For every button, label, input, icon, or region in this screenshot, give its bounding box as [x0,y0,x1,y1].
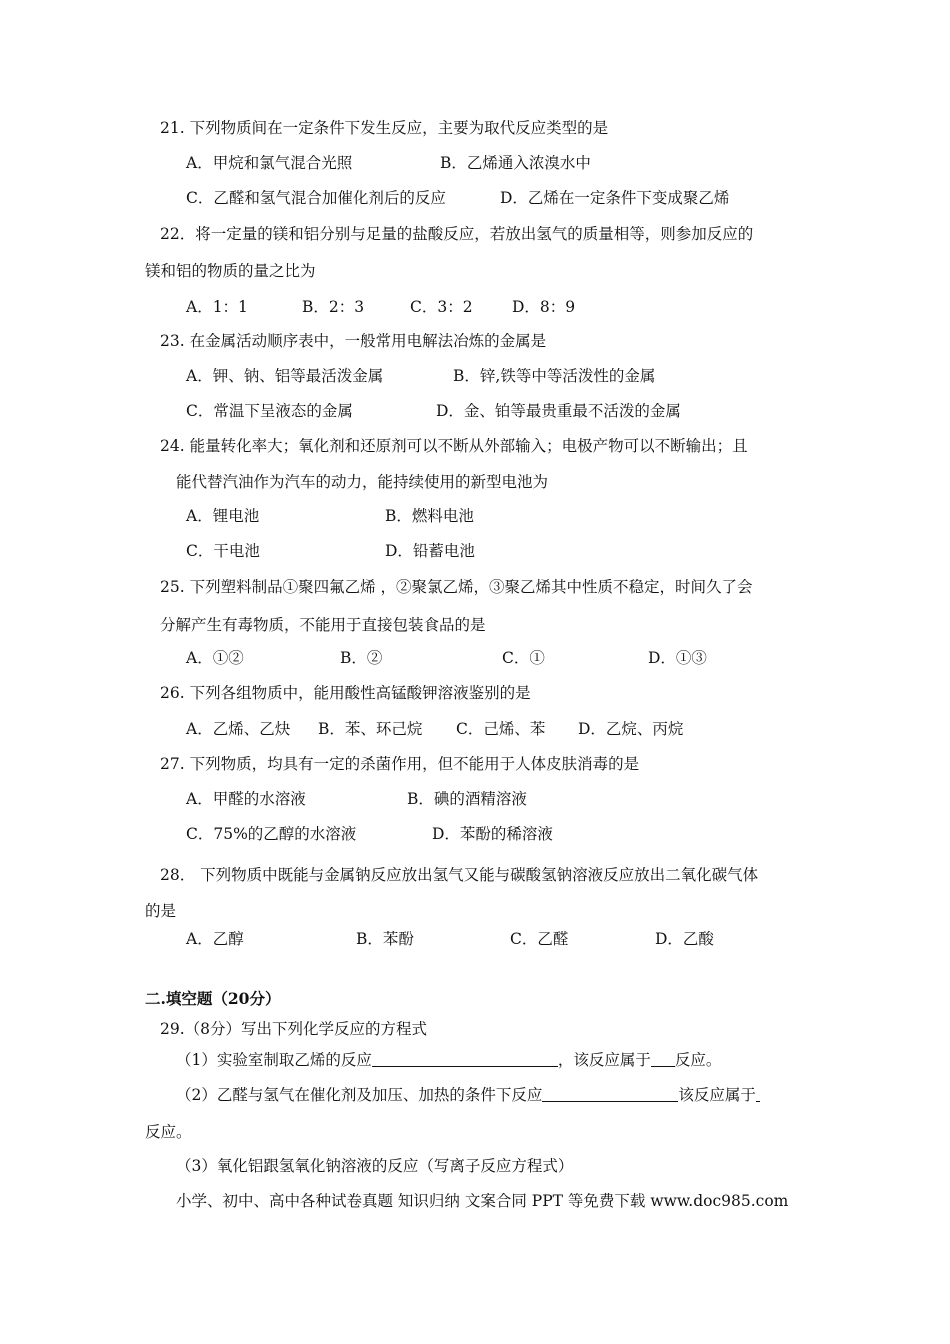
q29-part2-answer-blank[interactable] [542,1085,678,1102]
section-heading-fill-in: 二.填空题（20分） [145,989,281,1008]
q27-option-b: B．碘的酒精溶液 [407,790,527,808]
q21-option-a: A．甲烷和氯气混合光照 [186,154,353,172]
q22-option-b: B．2：3 [302,298,365,316]
q25-stem-line1: 25. 下列塑料制品①聚四氟乙烯 ，②聚氯乙烯，③聚乙烯其中性质不稳定，时间久了会 [160,578,753,596]
q29-part2-suffix: 该反应属于 [678,1086,756,1104]
q28-option-a: A．乙醇 [186,930,244,948]
q25-option-d: D．①③ [648,649,707,667]
q27-option-d: D．苯酚的稀溶液 [432,825,553,843]
q28-option-b: B．苯酚 [356,930,414,948]
q26-option-c: C．己烯、苯 [456,720,546,738]
q21-stem: 21. 下列物质间在一定条件下发生反应，主要为取代反应类型的是 [160,119,609,137]
q22-option-c: C．3：2 [410,298,473,316]
q21-option-d: D．乙烯在一定条件下变成聚乙烯 [500,189,730,207]
q24-option-a: A．锂电池 [186,507,260,525]
q29-part1-answer-blank[interactable] [372,1050,558,1067]
q26-option-a: A．乙烯、乙炔 [186,720,291,738]
q26-option-d: D．乙烷、丙烷 [578,720,684,738]
q24-option-d: D．铅蓄电池 [385,542,475,560]
q27-stem: 27. 下列物质，均具有一定的杀菌作用，但不能用于人体皮肤消毒的是 [160,755,640,773]
q25-option-c: C．① [502,649,545,667]
q25-option-b: B．② [340,649,383,667]
q29-part2-prefix: （2）乙醛与氢气在催化剂及加压、加热的条件下反应 [176,1086,543,1104]
q27-option-c: C．75%的乙醇的水溶液 [186,825,357,843]
q28-option-c: C．乙醛 [510,930,569,948]
q23-option-b: B．锌,铁等中等活泼性的金属 [453,367,656,385]
q29-part2-line2: 反应。 [145,1123,192,1141]
q28-stem-line2: 的是 [145,902,177,920]
q29-stem: 29.（8分）写出下列化学反应的方程式 [160,1020,428,1038]
q22-stem-line2: 镁和铝的物质的量之比为 [145,262,316,280]
q28-option-d: D．乙酸 [655,930,714,948]
q23-option-a: A．钾、钠、铝等最活泼金属 [186,367,384,385]
q29-part1 [176,1050,721,1070]
q29-part1-mid: ，该反应属于 [557,1051,651,1069]
q25-option-a: A．①② [186,649,244,667]
q22-stem-line1: 22．将一定量的镁和铝分别与足量的盐酸反应，若放出氢气的质量相等，则参加反应的 [160,225,754,243]
q23-option-c: C．常温下呈液态的金属 [186,402,353,420]
q29-part2-type-blank[interactable] [756,1085,760,1102]
q29-part2 [176,1085,760,1105]
q24-stem-line1: 24. 能量转化率大；氧化剂和还原剂可以不断从外部输入；电极产物可以不断输出；且 [160,437,748,455]
q27-option-a: A．甲醛的水溶液 [186,790,306,808]
footer-text: 小学、初中、高中各种试卷真题 知识归纳 文案合同 PPT 等免费下载 www.doc985.com [176,1192,789,1210]
q22-option-a: A．1：1 [186,298,248,316]
q26-option-b: B．苯、环己烷 [318,720,423,738]
q21-option-c: C．乙醛和氢气混合加催化剂后的反应 [186,189,446,207]
q29-part1-suffix: 反应。 [674,1051,722,1069]
q22-option-d: D．8：9 [512,298,576,316]
q26-stem: 26. 下列各组物质中，能用酸性高锰酸钾溶液鉴别的是 [160,684,531,702]
q28-stem-line1: 28． 下列物质中既能与金属钠反应放出氢气又能与碳酸氢钠溶液反应放出二氧化碳气体 [160,866,759,884]
q23-option-d: D．金、铂等最贵重最不活泼的金属 [436,402,681,420]
q25-stem-line2: 分解产生有毒物质，不能用于直接包装食品的是 [160,616,486,634]
q24-stem-line2: 能代替汽油作为汽车的动力，能持续使用的新型电池为 [176,473,549,491]
q29-part3: （3）氧化铝跟氢氧化钠溶液的反应（写离子反应方程式） [176,1157,574,1175]
q24-option-b: B．燃料电池 [385,507,474,525]
q29-part1-type-blank[interactable] [651,1050,675,1067]
q29-part1-prefix: （1）实验室制取乙烯的反应 [176,1051,372,1069]
q24-option-c: C．干电池 [186,542,260,560]
q21-option-b: B．乙烯通入浓溴水中 [440,154,591,172]
q23-stem: 23. 在金属活动顺序表中，一般常用电解法冶炼的金属是 [160,332,547,350]
